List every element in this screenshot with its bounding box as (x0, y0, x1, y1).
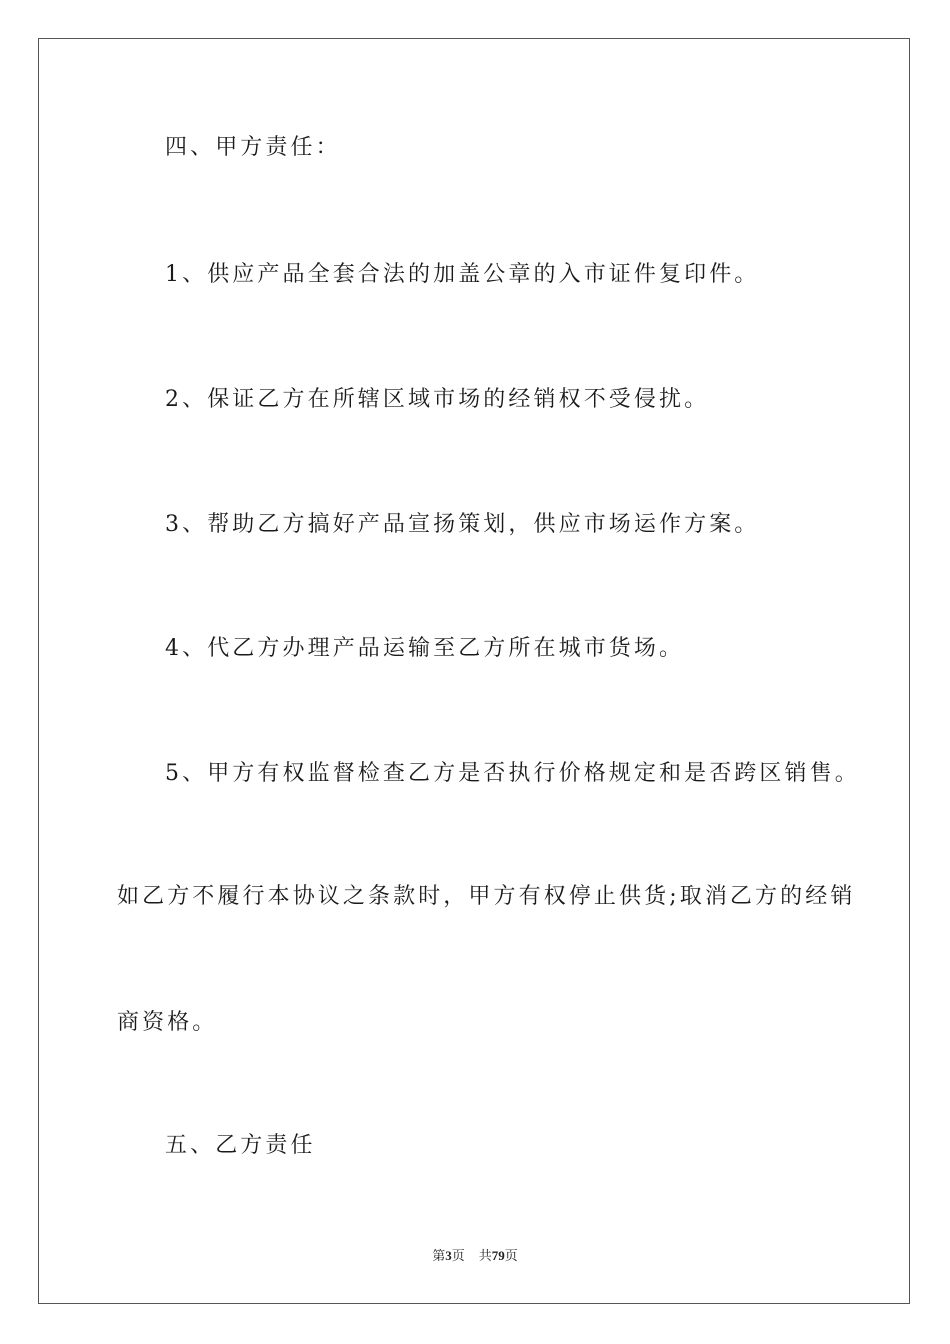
footer-page-prefix: 第 (432, 1248, 446, 1263)
footer-total-suffix: 页 (504, 1248, 518, 1263)
footer-total-pages: 79 (491, 1248, 505, 1263)
paragraph-text-line: 商资格。 (117, 1010, 218, 1035)
footer-page-suffix: 页 (451, 1248, 465, 1263)
paragraph-item-5: 5、甲方有权监督检查乙方是否执行价格规定和是否跨区销售。 (165, 761, 860, 786)
footer-page-number: 3 (445, 1248, 452, 1263)
section-heading-party-b: 五、乙方责任 (165, 1133, 316, 1158)
paragraph-text-line: 如乙方不履行本协议之条款时，甲方有权停止供货;取消乙方的经销 (117, 884, 856, 909)
page-footer (0, 1245, 950, 1264)
paragraph-item-1: 1、供应产品全套合法的加盖公章的入市证件复印件。 (165, 262, 760, 287)
page-border (38, 38, 910, 1304)
paragraph-item-3: 3、帮助乙方搞好产品宣扬策划，供应市场运作方案。 (165, 512, 760, 537)
paragraph-item-4: 4、代乙方办理产品运输至乙方所在城市货场。 (165, 636, 685, 661)
footer-total-prefix: 共 (478, 1248, 492, 1263)
paragraph-item-2: 2、保证乙方在所辖区域市场的经销权不受侵扰。 (165, 387, 710, 412)
section-heading-party-a: 四、甲方责任： (165, 135, 341, 160)
